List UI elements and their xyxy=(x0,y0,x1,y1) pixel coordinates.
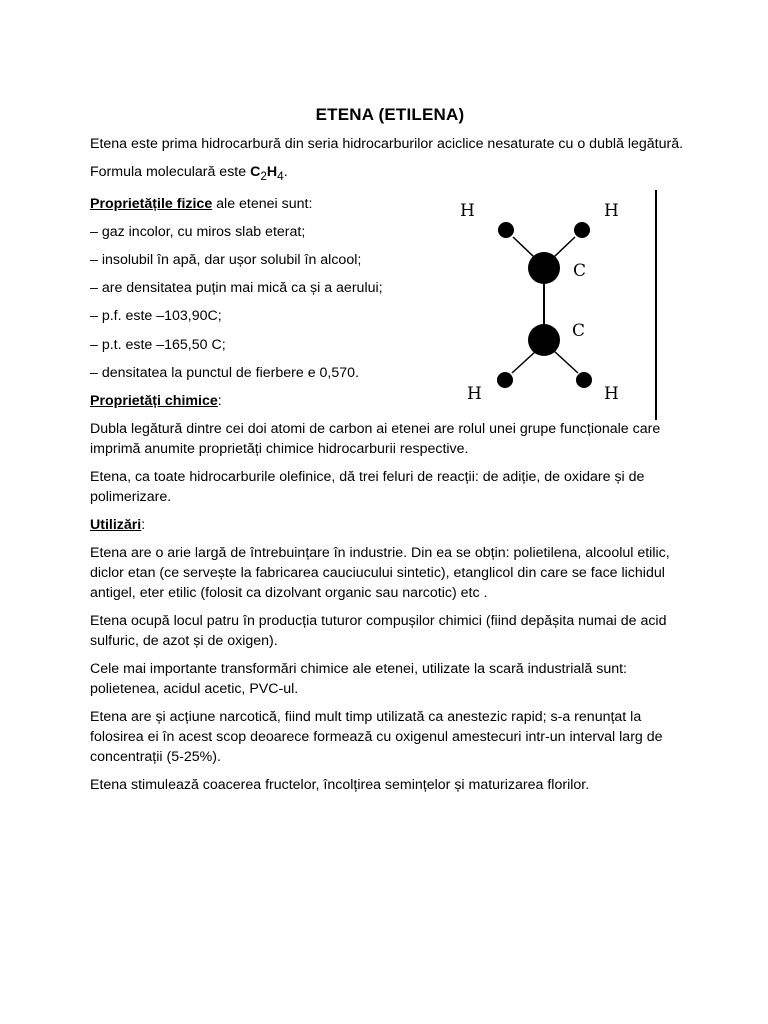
uses-paragraph: Etena are și acțiune narcotică, fiind mult timp utilizată ca anestezic rapid; s-a renunțat la folosirea ei în acest scop deoarece formează cu oxigenul amestecuri intr-un interval larg de concentrații (5-25%). xyxy=(90,708,663,765)
carbon-atom-bottom xyxy=(528,324,560,356)
label-h-top-right: H xyxy=(604,201,619,221)
label-c-top: C xyxy=(573,261,587,281)
formula-suffix: . xyxy=(283,164,288,180)
hydrogen-atom-top-right xyxy=(574,222,590,238)
page-title: ETENA (ETILENA) xyxy=(315,105,465,124)
uses-paragraph: Etena are o arie largă de întrebuințare în industrie. Din ea se obțin: polietilena, alcoolul etilic, diclor etan (ce servește la fabricarea cauciucului sintetic), etanglicol din care se face lichidul antigel, eter etilic (folosit ca dizolvant organic sau narcotic) etc . xyxy=(90,544,670,601)
label-h-bottom-right: H xyxy=(604,384,619,404)
physical-properties-heading-line xyxy=(90,194,420,214)
formula-prefix: Formula moleculară este xyxy=(90,164,251,180)
uses-paragraph: Etena stimulează coacerea fructelor, încolțirea semințelor și maturizarea florilor. xyxy=(90,776,590,793)
physical-properties-intro: ale etenei sunt: xyxy=(212,195,313,212)
physical-property-item: – p.t. este –165,50 C; xyxy=(90,336,226,353)
bond-top-left xyxy=(513,237,534,257)
label-c-bottom: C xyxy=(572,321,586,341)
bond-top-right xyxy=(554,237,575,257)
bond-bottom-left xyxy=(512,351,536,373)
physical-property-item: – insolubil în apă, dar ușor solubil în alcool; xyxy=(90,252,362,269)
physical-properties-heading: Proprietățile fizice xyxy=(90,195,213,212)
ethene-molecule-diagram xyxy=(450,188,670,424)
formula-h-subscript: 4 xyxy=(277,168,284,183)
uses-heading: Utilizări xyxy=(90,516,142,533)
physical-property-item: – densitatea la punctul de fierbere e 0,570. xyxy=(90,364,359,381)
uses-colon: : xyxy=(141,516,146,533)
formula-line xyxy=(90,162,420,186)
physical-property-item: – gaz incolor, cu miros slab eterat; xyxy=(90,223,306,240)
chemical-properties-colon: : xyxy=(217,392,222,409)
physical-property-item: – are densitatea puțin mai mică ca și a aerului; xyxy=(90,280,383,297)
intro-paragraph: Etena este prima hidrocarbură din seria hidrocarburilor aciclice nesaturate cu o dublă legătură. xyxy=(90,136,684,152)
bond-bottom-right xyxy=(554,351,578,373)
hydrogen-atom-bottom-right xyxy=(576,372,592,388)
formula-c-subscript: 2 xyxy=(260,168,267,183)
formula-h: H xyxy=(266,164,278,180)
label-h-bottom-left: H xyxy=(467,384,482,404)
chemical-properties-heading: Proprietăți chimice xyxy=(90,392,218,409)
uses-paragraph: Etena ocupă locul patru în producția tuturor compușilor chimici (fiind depășita numai de acid sulfuric, de azot și de oxigen). xyxy=(90,612,667,649)
uses-paragraph: Cele mai importante transformări chimice ale etenei, utilizate la scară industrială sunt: polietenea, acidul acetic, PVC-ul. xyxy=(90,660,627,697)
physical-property-item: – p.f. este –103,90C; xyxy=(90,308,222,325)
label-h-top-left: H xyxy=(460,201,475,221)
hydrogen-atom-top-left xyxy=(498,222,514,238)
uses-heading-line xyxy=(90,515,690,535)
carbon-atom-top xyxy=(528,252,560,284)
chemical-paragraph: Etena, ca toate hidrocarburile olefinice, dă trei feluri de reacții: de adiție, de oxidare și de polimerizare. xyxy=(90,468,645,505)
molecule-svg xyxy=(450,188,670,424)
chemical-paragraph: Dubla legătură dintre cei doi atomi de carbon ai etenei are rolul unei grupe funcționale care imprimă anumite proprietăți chimice hidrocarburii respective. xyxy=(90,420,661,457)
formula-c: C xyxy=(250,164,261,180)
hydrogen-atom-bottom-left xyxy=(497,372,513,388)
